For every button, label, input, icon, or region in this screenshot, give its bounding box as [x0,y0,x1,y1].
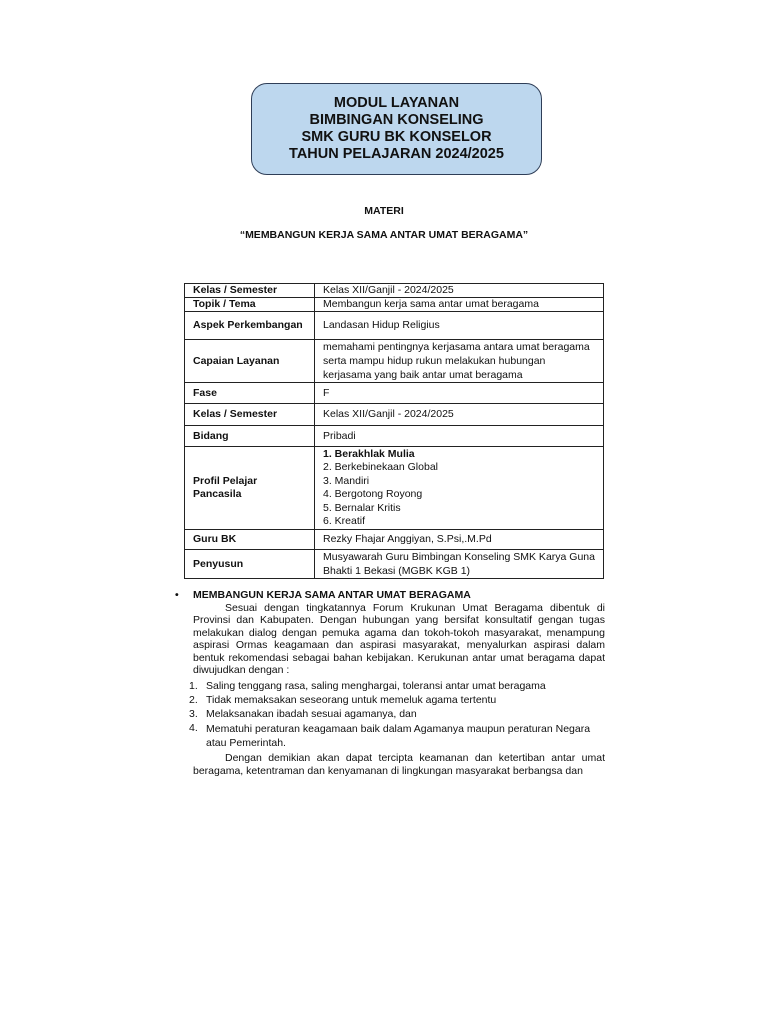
closing-paragraph: Dengan demikian akan dapat tercipta keamanan dan ketertiban antar umat beragama, ketentraman dan kenyamanan di lingkungan masyarakat berbangsa dan [193,751,605,777]
title-line-1: MODUL LAYANAN [333,95,460,111]
title-line-2: BIMBINGAN KONSELING [309,112,484,128]
table-row [185,284,604,298]
profil-pelajar-list [315,447,604,530]
row-label: Fase [185,383,315,404]
table-row [185,404,604,426]
table-row [185,447,604,530]
row-label: Capaian Layanan [185,340,315,383]
row-label: Topik / Tema [185,298,315,312]
list-number: 3. [189,707,198,720]
list-text: Saling tenggang rasa, saling menghargai, toleransi antar umat beragama [206,679,546,692]
row-label: Guru BK [185,530,315,550]
table-row [185,550,604,579]
section-paragraph: Sesuai dengan tingkatannya Forum Krukunan Umat Beragama dibentuk di Provinsi dan Kabupaten. Dengan hubungan yang bersifat konsultatif gengan tugas melakukan dialog dengan pemuka agama dan tokoh-tokoh masyarakat, menampung aspirasi Ormas keagamaan dan aspirasi masyarakat, menyalurkan aspirasi dalam bentuk rekomendasi sebagai bahan kebijakan. Kerukunan antar umat beragama dapat diwujudkan dengan : [193,601,605,676]
table-row [185,298,604,312]
row-value: memahami pentingnya kerjasama antara umat beragama serta mampu hidup rukun melakukan hubungan kerjasama yang baik antar umat beragama [315,340,604,383]
list-number: 4. [189,721,198,734]
row-label: Profil Pelajar Pancasila [185,447,315,530]
row-label: Aspek Perkembangan [185,312,315,340]
section-heading [172,589,605,602]
list-text: Tidak memaksakan seseorang untuk memeluk agama tertentu [206,693,497,706]
list-item: 3. Mandiri [323,474,370,487]
table-row [185,530,604,550]
row-value: Musyawarah Guru Bimbingan Konseling SMK Karya Guna Bhakti 1 Bekasi (MGBK KGB 1) [315,550,604,579]
table-row [185,383,604,404]
table-row [185,312,604,340]
list-text: Mematuhi peraturan keagamaan baik dalam Agamanya maupun peraturan Negara atau Pemerintah. [206,722,591,749]
row-value: Pribadi [315,426,604,447]
materi-label: MATERI [364,205,404,217]
list-item [172,694,605,707]
table-row [185,340,604,383]
row-value: Kelas XII/Ganjil - 2024/2025 [315,404,604,426]
list-item [172,722,605,750]
table-row [185,426,604,447]
info-table [184,283,604,579]
row-label: Kelas / Semester [185,404,315,426]
content-section [172,589,605,778]
list-item: 2. Berkebinekaan Global [323,461,438,473]
list-item: 1. Berakhlak Mulia [323,447,415,460]
row-value: Rezky Fhajar Anggiyan, S.Psi,.M.Pd [315,530,604,550]
row-value: Landasan Hidup Religius [315,312,604,340]
row-value: Membangun kerja sama antar umat beragama [315,298,604,312]
title-line-4: TAHUN PELAJARAN 2024/2025 [289,146,504,162]
list-item [172,708,605,721]
module-title-box [251,83,542,175]
row-label: Kelas / Semester [185,284,315,298]
row-value: Kelas XII/Ganjil - 2024/2025 [315,284,604,298]
materi-title: “MEMBANGUN KERJA SAMA ANTAR UMAT BERAGAMA” [239,229,529,241]
row-label: Bidang [185,426,315,447]
section-heading-text: MEMBANGUN KERJA SAMA ANTAR UMAT BERAGAMA [193,589,471,601]
title-line-3: SMK GURU BK KONSELOR [301,129,492,145]
list-number: 2. [189,693,198,706]
bullet-icon: • [175,589,179,601]
row-label: Penyusun [185,550,315,579]
list-item: 5. Bernalar Kritis [323,501,401,514]
list-item: 6. Kreatif [323,515,366,527]
list-item [172,680,605,693]
row-value: F [315,383,604,404]
list-text: Melaksanakan ibadah sesuai agamanya, dan [206,707,417,720]
numbered-list [172,680,605,750]
list-number: 1. [189,679,198,692]
list-item: 4. Bergotong Royong [323,488,423,500]
